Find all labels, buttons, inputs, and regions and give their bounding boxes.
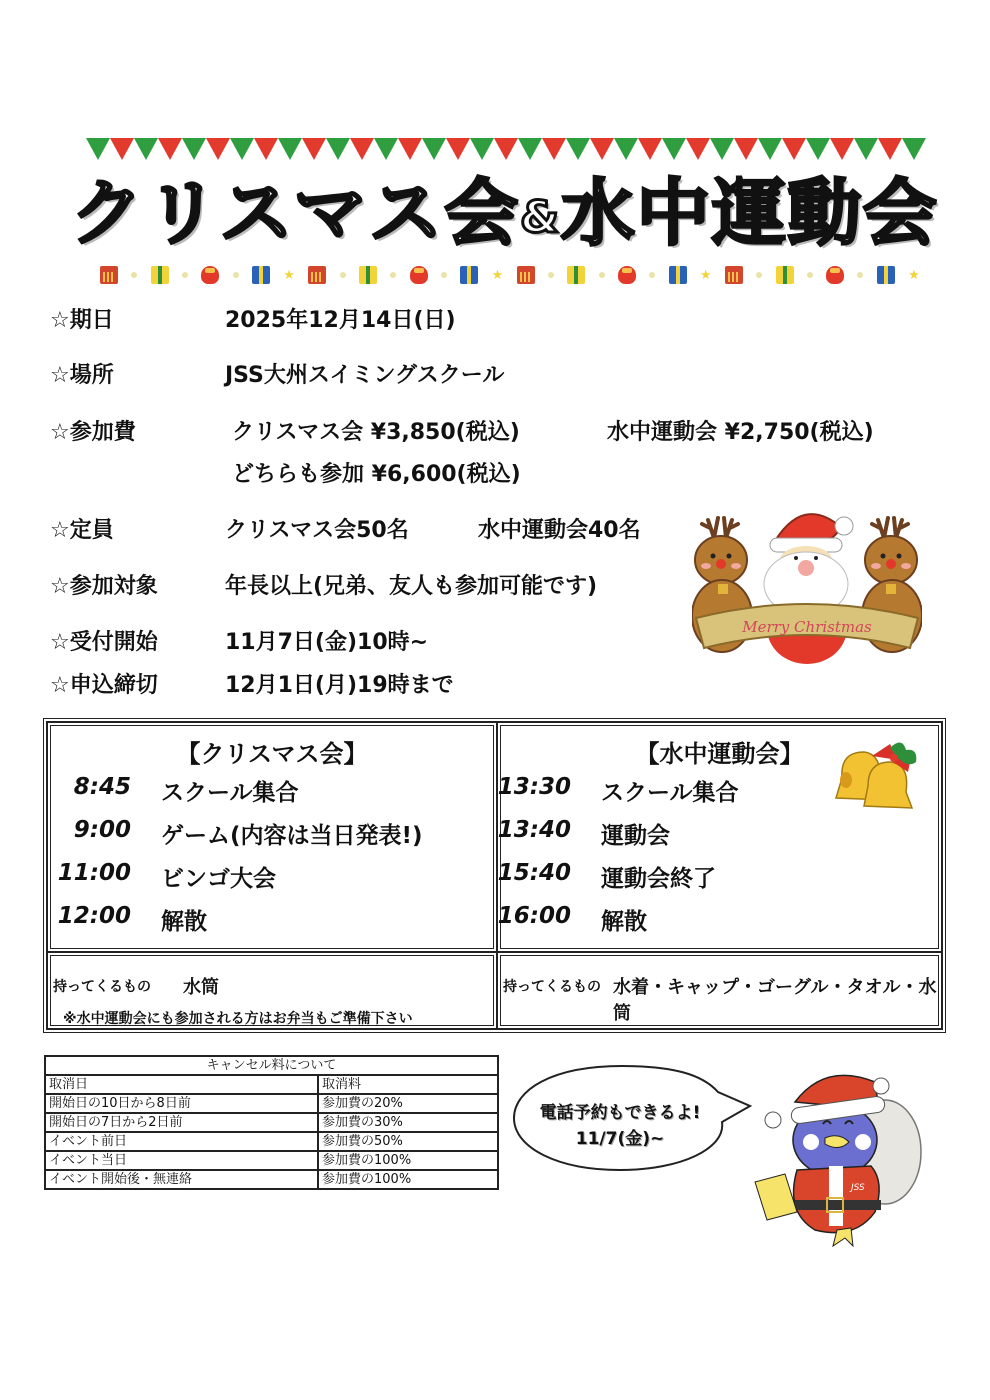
info-value: 年長以上(兄弟、友人も参加可能です): [225, 574, 598, 599]
sack-red-icon: [410, 266, 428, 284]
bring-label: 持ってくるもの: [503, 979, 601, 995]
fee-aqua: 水中運動会 ¥2,750(税込): [607, 420, 874, 445]
cancel-fee-cell: 参加費の50%: [318, 1132, 498, 1151]
cancel-fee-table: [44, 1055, 499, 1190]
info-date: [0, 306, 990, 336]
christmas-bells-icon: [832, 738, 924, 818]
bunting-flag-icon: [134, 138, 158, 160]
schedule-activity: 解散: [601, 909, 647, 935]
table-row: [45, 1094, 498, 1113]
christmas-schedule-cell: [47, 722, 497, 952]
table-row: [45, 1132, 498, 1151]
christmas-bring-cell: [47, 952, 497, 1029]
bunting-flag-icon: [614, 138, 638, 160]
bring-items: 水着・キャップ・ゴーグル・タオル・水筒: [613, 977, 937, 1024]
bunting-flag-icon: [710, 138, 734, 160]
bunting-flag-icon: [278, 138, 302, 160]
bunting-flag-icon: [494, 138, 518, 160]
column-header-cancel-date: 取消日: [45, 1075, 318, 1094]
dot-icon: [649, 272, 655, 278]
cancel-date-cell: イベント前日: [45, 1132, 318, 1151]
sack-red-icon: [826, 266, 844, 284]
bunting-flag-icon: [254, 138, 278, 160]
santa-icon: [764, 514, 853, 664]
star-icon: ★: [491, 267, 504, 283]
bunting-flag-icon: [302, 138, 326, 160]
gift-box-red-icon: [725, 266, 743, 284]
bubble-line-date: 11/7(金)~: [575, 1129, 665, 1149]
title-ampersand: &: [519, 192, 562, 243]
table-row: [45, 1170, 498, 1189]
bring-note: ※水中運動会にも参加される方はお弁当もご準備下さい: [63, 1011, 413, 1027]
schedule-activity: ビンゴ大会: [161, 866, 276, 892]
schedule-time: 15:40: [497, 860, 571, 886]
cancel-date-cell: 開始日の7日から2日前: [45, 1113, 318, 1132]
santa-reindeer-illustration: [692, 498, 922, 668]
bunting-flag-icon: [830, 138, 854, 160]
bunting-flag-icon: [638, 138, 662, 160]
cancel-table-title: キャンセル料について: [45, 1056, 498, 1075]
mascot-shirt-text: JSS: [851, 1183, 865, 1193]
info-label: ☆受付開始: [50, 630, 158, 655]
penguin-santa-mascot: [745, 1062, 925, 1247]
bunting-decoration: [86, 138, 924, 162]
fee-christmas: クリスマス会 ¥3,850(税込): [232, 420, 520, 445]
capacity-christmas: クリスマス会50名: [225, 518, 409, 543]
page-title: [70, 168, 937, 258]
dot-icon: [131, 272, 137, 278]
bring-label: 持ってくるもの: [53, 979, 151, 995]
bunting-flag-icon: [518, 138, 542, 160]
dot-icon: [548, 272, 554, 278]
gift-box-blue-icon: [252, 266, 270, 284]
bunting-flag-icon: [326, 138, 350, 160]
fee-both: どちらも参加 ¥6,600(税込): [232, 462, 521, 487]
cancel-fee-cell: 参加費の100%: [318, 1170, 498, 1189]
bunting-flag-icon: [902, 138, 926, 160]
bunting-flag-icon: [566, 138, 590, 160]
dot-icon: [441, 272, 447, 278]
title-aqua: 水中運動会: [561, 171, 939, 255]
column-header-cancel-fee: 取消料: [318, 1075, 498, 1094]
info-fee-both: [0, 460, 990, 490]
cancel-date-cell: イベント開始後・無連絡: [45, 1170, 318, 1189]
info-value: 11月7日(金)10時~: [225, 630, 429, 655]
gift-box-blue-icon: [460, 266, 478, 284]
info-deadline: [0, 671, 990, 701]
gift-box-yellow-icon: [151, 266, 169, 284]
info-value: JSS大州スイミングスクール: [225, 363, 505, 388]
sack-red-icon: [201, 266, 219, 284]
info-label: ☆定員: [50, 518, 114, 543]
info-label: ☆参加費: [50, 420, 136, 445]
dot-icon: [233, 272, 239, 278]
dot-icon: [182, 272, 188, 278]
bunting-flag-icon: [662, 138, 686, 160]
bunting-flag-icon: [470, 138, 494, 160]
dot-icon: [756, 272, 762, 278]
star-icon: ★: [283, 267, 295, 283]
bunting-flag-icon: [398, 138, 422, 160]
aqua-bring-cell: [497, 952, 942, 1029]
sack-red-icon: [618, 266, 636, 284]
cancel-fee-cell: 参加費の100%: [318, 1151, 498, 1170]
bunting-flag-icon: [446, 138, 470, 160]
cancel-fee-cell: 参加費の20%: [318, 1094, 498, 1113]
info-label: ☆期日: [50, 308, 114, 333]
table-row: [45, 1151, 498, 1170]
schedule-time: 13:40: [497, 817, 571, 843]
bunting-flag-icon: [590, 138, 614, 160]
banner-text: Merry Christmas: [742, 618, 872, 636]
title-christmas: クリスマス会: [70, 171, 520, 255]
schedule-time: 16:00: [497, 903, 571, 929]
christmas-schedule-title: 【クリスマス会】: [176, 740, 368, 768]
bunting-flag-icon: [86, 138, 110, 160]
bubble-text: [515, 1100, 725, 1152]
cancel-date-cell: 開始日の10日から8日前: [45, 1094, 318, 1113]
bunting-flag-icon: [686, 138, 710, 160]
gift-box-blue-icon: [669, 266, 687, 284]
schedule-activity: スクール集合: [161, 780, 299, 806]
gift-box-blue-icon: [877, 266, 895, 284]
bunting-flag-icon: [878, 138, 902, 160]
bunting-flag-icon: [230, 138, 254, 160]
bunting-flag-icon: [182, 138, 206, 160]
schedule-time: 9:00: [73, 817, 131, 843]
bunting-flag-icon: [158, 138, 182, 160]
schedule-activity: 解散: [161, 909, 207, 935]
schedule-time: 12:00: [57, 903, 131, 929]
bunting-flag-icon: [542, 138, 566, 160]
bring-items: 水筒: [183, 977, 219, 998]
bunting-flag-icon: [110, 138, 134, 160]
bunting-flag-icon: [806, 138, 830, 160]
schedule-time: 11:00: [57, 860, 131, 886]
bunting-flag-icon: [734, 138, 758, 160]
info-value: 2025年12月14日(日): [225, 308, 456, 333]
dot-icon: [390, 272, 396, 278]
aqua-schedule-title: 【水中運動会】: [635, 740, 804, 768]
gift-row-decoration: [100, 263, 920, 287]
cancel-header-row: [45, 1075, 498, 1094]
bunting-flag-icon: [422, 138, 446, 160]
dot-icon: [857, 272, 863, 278]
schedule-activity: スクール集合: [601, 780, 739, 806]
schedule-time: 13:30: [497, 774, 571, 800]
gift-box-red-icon: [517, 266, 535, 284]
bubble-line-phone-reservation: 電話予約もできるよ!: [539, 1103, 701, 1123]
dot-icon: [340, 272, 346, 278]
info-label: ☆場所: [50, 363, 114, 388]
cancel-title-row: [45, 1056, 498, 1075]
gift-box-yellow-icon: [776, 266, 794, 284]
schedule-time: 8:45: [73, 774, 131, 800]
cancel-fee-cell: 参加費の30%: [318, 1113, 498, 1132]
schedule-activity: ゲーム(内容は当日発表!): [161, 823, 423, 849]
cancel-date-cell: イベント当日: [45, 1151, 318, 1170]
info-label: ☆申込締切: [50, 673, 158, 698]
star-icon: ★: [908, 267, 920, 283]
capacity-aqua: 水中運動会40名: [478, 518, 641, 543]
gift-box-yellow-icon: [359, 266, 377, 284]
dot-icon: [599, 272, 605, 278]
info-value: 12月1日(月)19時まで: [225, 673, 454, 698]
bunting-flag-icon: [758, 138, 782, 160]
bunting-flag-icon: [206, 138, 230, 160]
gift-box-red-icon: [100, 266, 118, 284]
schedule-activity: 運動会: [601, 823, 670, 849]
bunting-flag-icon: [782, 138, 806, 160]
dot-icon: [807, 272, 813, 278]
table-row: [45, 1113, 498, 1132]
bunting-flag-icon: [854, 138, 878, 160]
schedule-activity: 運動会終了: [601, 866, 716, 892]
info-place: [0, 361, 990, 391]
bunting-flag-icon: [374, 138, 398, 160]
gift-box-yellow-icon: [567, 266, 585, 284]
star-icon: ★: [699, 267, 712, 283]
bunting-flag-icon: [350, 138, 374, 160]
info-label: ☆参加対象: [50, 574, 158, 599]
schedule-table: [43, 718, 946, 1033]
info-fee: [0, 418, 990, 448]
gift-box-red-icon: [308, 266, 326, 284]
